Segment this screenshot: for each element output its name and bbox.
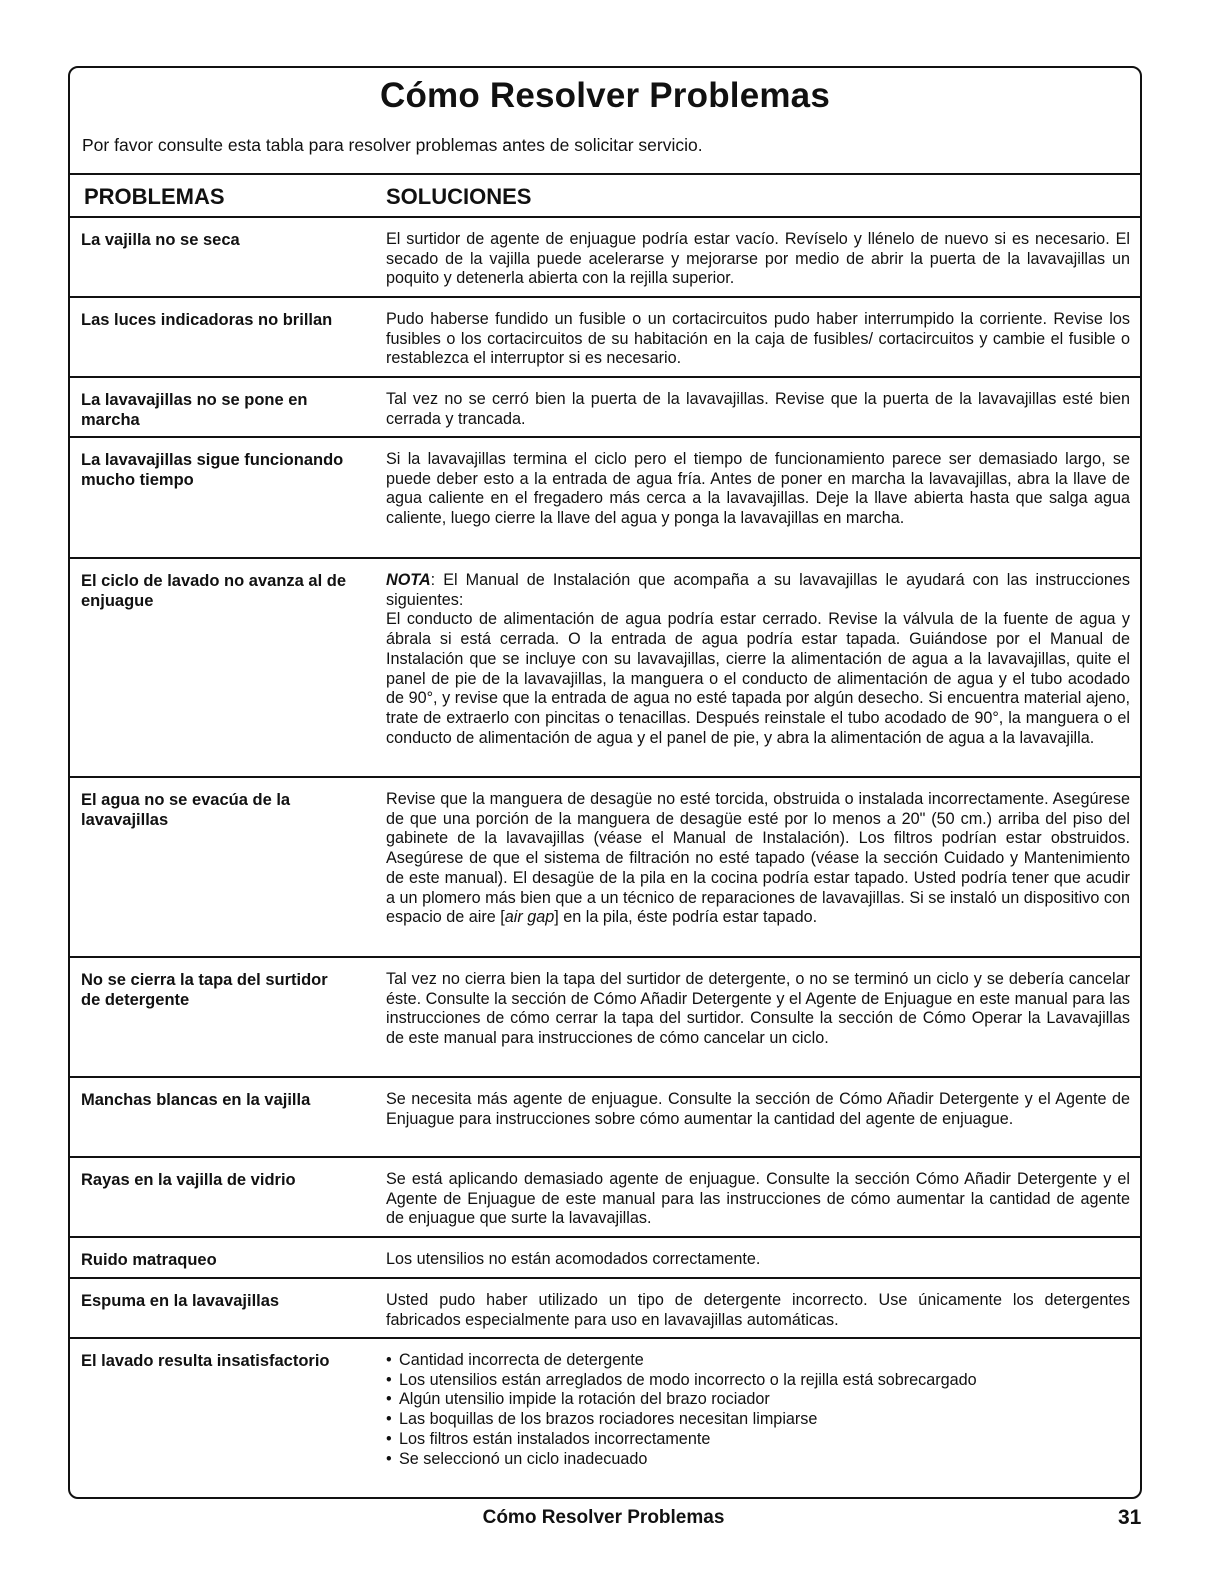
solution-cell: Si la lavavajillas termina el ciclo pero el tiempo de funcionamiento parece ser demasiado largo, se puede deber esto a la entrada de agua fría. Antes de poner en marcha la lavavajillas, abra la llave de agua caliente en el fregadero más cerca a la lavavajillas. Deje la llave abierta hasta que salga agua caliente, luego cierre la llave del agua y ponga la lavavajillas en marcha. (386, 450, 1130, 528)
page-number: 31 (1118, 1506, 1142, 1529)
problem-cell: Espuma en la lavavajillas (81, 1292, 280, 1310)
table-row (70, 559, 1140, 778)
table-row (70, 1158, 1140, 1238)
solution-cell: El surtidor de agente de enjuague podría estar vacío. Revíselo y llénelo de nuevo si es necesario. El secado de la vajilla puede acelerarse y mejorarse por medio de abrir la puerta de la lavavajillas un poquito y detenerla abierta con la rejilla superior. (386, 230, 1130, 288)
table-row (70, 1078, 1140, 1158)
table-row (70, 958, 1140, 1078)
page-title: Cómo Resolver Problemas (379, 76, 831, 115)
solution-text: El conducto de alimentación de agua podría estar cerrado. Revise la válvula de la fuente de agua y ábrala si está cerrada. O la entrada de agua podría estar tapada. Guiándose por el Manual de Instalación que se incluye con su lavavajillas, cierre la alimentación de agua a la lavavajillas, quite el panel de pie de la lavavajillas, la manguera o el conducto de alimentación de agua y el tubo acodado de 90°, y revise que la entrada de agua no esté tapada por algún desecho. Si encuentra material ajeno, trate de extraerlo con pincitas o tenacillas. Después reinstale el tubo acodado de 90°, la manguera o el conducto de alimentación de agua y el panel de pie, y abra la alimentación de agua a la lavavajilla. (386, 610, 1130, 747)
table-row (70, 298, 1140, 378)
solution-cell: Usted pudo haber utilizado un tipo de detergente incorrecto. Use únicamente los detergentes fabricados especialmente para uso en lavavajillas automáticas. (386, 1291, 1130, 1329)
header-problems: PROBLEMAS (84, 184, 225, 209)
problem-cell: Manchas blancas en la vajilla (81, 1091, 311, 1109)
problem-cell: El lavado resulta insatisfactorio (81, 1352, 330, 1370)
problem-cell: Rayas en la vajilla de vidrio (81, 1171, 296, 1189)
problem-cell: La lavavajillas sigue funcionando mucho tiempo (81, 451, 344, 489)
note-text: : El Manual de Instalación que acompaña a su lavavajillas le ayudará con las instrucciones siguientes: (386, 571, 1130, 609)
problem-cell: La vajilla no se seca (81, 231, 240, 249)
note-label: NOTA (386, 571, 431, 589)
title-area (70, 68, 1140, 175)
problem-cell: No se cierra la tapa del surtidor de detergente (81, 971, 328, 1009)
troubleshooting-box (68, 66, 1142, 1499)
bullet-list (386, 1351, 1130, 1469)
solution-cell: Pudo haberse fundido un fusible o un cortacircuitos pudo haber interrumpido la corriente. Revise los fusibles o los cortacircuitos de su habitación en la caja de fusibles/ cortacircuitos y cambie el fusible o restablezca el interruptor si es necesario. (386, 310, 1130, 368)
table-row (70, 1279, 1140, 1339)
table-row (70, 778, 1140, 958)
installation-note (386, 571, 1130, 610)
table-row (70, 1339, 1140, 1499)
list-item: • Cantidad incorrecta de detergente (386, 1351, 1130, 1371)
problem-cell: Ruido matraqueo (81, 1251, 217, 1269)
list-item: • Se seleccionó un ciclo inadecuado (386, 1450, 1130, 1470)
table-row (70, 1238, 1140, 1279)
table-header (70, 175, 1140, 218)
problem-cell: El agua no se evacúa de la lavavajillas (81, 791, 291, 829)
solution-cell: Se está aplicando demasiado agente de enjuague. Consulte la sección Cómo Añadir Detergente y el Agente de Enjuague de este manual para las instrucciones de cómo aumentar la cantidad de agente de enjuague que surte la lavavajillas. (386, 1170, 1130, 1228)
problem-cell: La lavavajillas no se pone en marcha (81, 391, 308, 429)
problem-cell: Las luces indicadoras no brillan (81, 311, 333, 329)
solution-cell: Los utensilios no están acomodados correctamente. (386, 1250, 761, 1268)
air-gap-term: air gap (504, 908, 555, 927)
problem-cell: El ciclo de lavado no avanza al de enjuague (81, 572, 347, 610)
solution-cell (386, 571, 1130, 748)
list-item: • Las boquillas de los brazos rociadores necesitan limpiarse (386, 1410, 1130, 1430)
list-item: • Los filtros están instalados incorrectamente (386, 1430, 1130, 1450)
solution-text: Revise que la manguera de desagüe no esté torcida, obstruida o instalada incorrectamente. Asegúrese de que una porción de la manguera de desagüe esté por lo menos a 20" (50 cm.) arriba del piso del gabinete de la lavavajillas (véase el Manual de Instalación). Los filtros podrían estar obstruidos. Asegúrese de que el sistema de filtración no esté tapado (véase la sección Cuidado y Mantenimiento de este manual). El desagüe de la pila en la cocina podría estar tapado. Usted podría tener que acudir a un plomero más bien que a un técnico de reparaciones de lavavajillas. Si se instaló un dispositivo con espacio de aire [ (386, 790, 1130, 927)
header-solutions: SOLUCIONES (386, 184, 532, 209)
solution-cell: Tal vez no se cerró bien la puerta de la lavavajillas. Revise que la puerta de la lavavajillas esté bien cerrada y trancada. (386, 390, 1130, 428)
table-row (70, 218, 1140, 298)
footer-title: Cómo Resolver Problemas (482, 1507, 725, 1528)
intro-text: Por favor consulte esta tabla para resolver problemas antes de solicitar servicio. (82, 135, 703, 155)
table-row (70, 378, 1140, 438)
table-row (70, 438, 1140, 559)
solution-cell: Tal vez no cierra bien la tapa del surtidor de detergente, o no se terminó un ciclo y se debería cancelar éste. Consulte la sección de Cómo Añadir Detergente y el Agente de Enjuague en este manual para las instrucciones de cómo cerrar la tapa del surtidor. Consulte la sección de Cómo Operar la Lavavajillas de este manual para instrucciones de cómo cancelar un ciclo. (386, 970, 1130, 1048)
list-item: • Los utensilios están arreglados de modo incorrecto o la rejilla está sobrecargado (386, 1371, 1130, 1391)
solution-cell (386, 1351, 1130, 1469)
solution-cell: Se necesita más agente de enjuague. Consulte la sección de Cómo Añadir Detergente y el Agente de Enjuague para instrucciones sobre cómo aumentar la cantidad del agente de enjuague. (386, 1090, 1130, 1128)
solution-text-end: ] en la pila, éste podría estar tapado. (554, 908, 818, 927)
solution-cell (386, 790, 1130, 928)
list-item: • Algún utensilio impide la rotación del brazo rociador (386, 1390, 1130, 1410)
